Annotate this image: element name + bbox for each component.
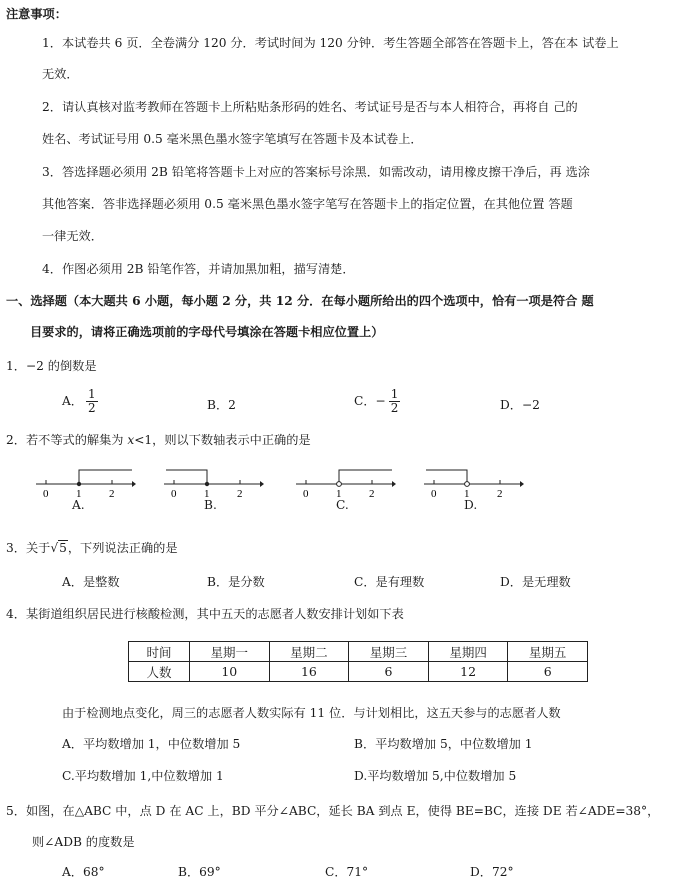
- notice-item-4: 4．作图必须用 2B 铅笔作答，并请加黑加粗，描写清楚．: [42, 262, 355, 276]
- q1-option-a-numerator: 1: [88, 387, 96, 401]
- table-header-row: [129, 642, 588, 662]
- q4-option-a: A．平均数增加 1，中位数增加 5: [62, 737, 241, 751]
- label-0: 0: [431, 488, 437, 500]
- q3-stem-post: ，下列说法正确的是: [67, 541, 178, 555]
- q3-radicand: 5: [59, 541, 67, 555]
- q5-option-d: D．72°: [470, 865, 514, 879]
- label-1: 1: [76, 488, 82, 500]
- q1-option-c-denominator: 2: [390, 401, 399, 415]
- label-1: 1: [336, 488, 342, 500]
- header-cell-wed: 星期三: [349, 642, 429, 662]
- axis-arrow: [392, 481, 396, 487]
- q4-option-d: D.平均数增加 5,中位数增加 5: [354, 769, 517, 783]
- q4-note: 由于检测地点变化，周三的志愿者人数实际有 11 位．与计划相比，这五天参与的志愿者人数: [62, 706, 561, 720]
- q2-stem-post: <1，则以下数轴表示中正确的是: [134, 433, 311, 447]
- label-2: 2: [497, 488, 503, 500]
- q3-option-a: A．是整数: [62, 575, 120, 589]
- notice-item-1: 1．本试卷共 6 页．全卷满分 120 分．考试时间为 120 分钟．考生答题全部答在答题卡上，答在本 试卷上: [42, 36, 619, 50]
- solution-ray: [426, 470, 467, 482]
- hollow-dot: [465, 482, 470, 487]
- q2-caption-b: B.: [204, 498, 217, 512]
- solution-ray: [166, 470, 207, 484]
- q4-stem: 4．某街道组织居民进行核酸检测，其中五天的志愿者人数安排计划如下表: [6, 607, 404, 621]
- notice-item-2: 2．请认真核对监考教师在答题卡上所粘贴条形码的姓名、考试证号是否与本人相符合，再将自 己的: [42, 100, 578, 114]
- q3-option-b: B．是分数: [207, 575, 265, 589]
- section-heading-cont: 目要求的，请将正确选项前的字母代号填涂在答题卡相应位置上）: [30, 325, 384, 339]
- table-row: [129, 662, 588, 682]
- label-0: 0: [43, 488, 49, 500]
- value-thu: 12: [428, 662, 508, 682]
- q1-option-c-fraction: [389, 388, 401, 415]
- q4-option-b: B．平均数增加 5，中位数增加 1: [354, 737, 533, 751]
- q4-option-c: C.平均数增加 1,中位数增加 1: [62, 769, 224, 783]
- axis-arrow: [260, 481, 264, 487]
- solid-dot: [205, 482, 209, 486]
- q1-option-b: B．2: [207, 398, 236, 412]
- q5-option-a: A．68°: [62, 865, 105, 879]
- solid-dot: [77, 482, 81, 486]
- q2-caption-d: D.: [464, 498, 478, 512]
- q2-caption-c: C.: [336, 498, 349, 512]
- label-0: 0: [303, 488, 309, 500]
- value-fri: 6: [508, 662, 588, 682]
- header-cell-mon: 星期一: [190, 642, 270, 662]
- axis-arrow: [132, 481, 136, 487]
- q5-option-b: B．69°: [178, 865, 221, 879]
- notice-item-3: 3．答选择题必须用 2B 铅笔将答题卡上对应的答案标号涂黑．如需改动，请用橡皮擦干净后，再 选涂: [42, 165, 590, 179]
- solution-ray: [79, 470, 132, 484]
- q4-schedule-table: [128, 641, 588, 682]
- q5-option-c: C．71°: [325, 865, 369, 879]
- q3-option-c: C．是有理数: [354, 575, 425, 589]
- notice-item-2-cont: 姓名、考试证号用 0.5 毫米黑色墨水签字笔填写在答题卡及本试卷上．: [42, 132, 423, 146]
- q1-option-a-label: A．: [62, 394, 83, 408]
- q1-stem: 1．−2 的倒数是: [6, 359, 97, 373]
- header-cell-thu: 星期四: [428, 642, 508, 662]
- notice-item-1-cont: 无效．: [42, 67, 79, 81]
- label-0: 0: [171, 488, 177, 500]
- label-2: 2: [109, 488, 115, 500]
- solution-ray: [339, 470, 392, 482]
- q1-option-c-label: C．−: [354, 394, 386, 408]
- q3-stem: [6, 540, 178, 556]
- q3-sqrt: √5: [50, 541, 67, 555]
- q1-option-a-denominator: 2: [88, 401, 96, 415]
- q1-option-d: D．−2: [500, 398, 540, 412]
- q5-stem-cont: 则∠ADB 的度数是: [32, 835, 135, 849]
- header-cell-time: 时间: [129, 642, 190, 662]
- q2-numberline-a: [36, 464, 136, 504]
- notice-item-3-cont: 其他答案．答非选择题必须用 0.5 毫米黑色墨水签字笔写在答题卡上的指定位置，在其他位置 答题: [42, 197, 573, 211]
- header-cell-tue: 星期二: [269, 642, 349, 662]
- label-2: 2: [237, 488, 243, 500]
- q2-caption-a: A.: [72, 498, 85, 512]
- header-cell-fri: 星期五: [508, 642, 588, 662]
- notice-item-3-cont2: 一律无效．: [42, 229, 103, 243]
- hollow-dot: [337, 482, 342, 487]
- q1-option-c: [354, 388, 400, 415]
- notice-title: 注意事项：: [6, 7, 67, 21]
- q1-option-a: [62, 388, 98, 415]
- label-2: 2: [369, 488, 375, 500]
- section-heading: 一、选择题（本大题共 6 小题，每小题 2 分，共 12 分．在每小题所给出的四个选项中，恰有一项是符合 题: [6, 294, 594, 308]
- q3-stem-pre: 3．关于: [6, 541, 51, 555]
- q2-stem: [6, 432, 311, 448]
- q3-option-d: D．是无理数: [500, 575, 571, 589]
- label-1: 1: [204, 488, 210, 500]
- q1-option-c-numerator: 1: [390, 387, 399, 401]
- label-1: 1: [464, 488, 470, 500]
- axis-arrow: [520, 481, 524, 487]
- q2-stem-variable: x: [127, 433, 135, 447]
- q2-stem-pre: 2．若不等式的解集为: [6, 433, 128, 447]
- value-tue: 16: [269, 662, 349, 682]
- value-mon: 10: [190, 662, 270, 682]
- q5-stem: 5．如图，在△ABC 中，点 D 在 AC 上，BD 平分∠ABC，延长 BA 到点 E，使得 BE=BC，连接 DE 若∠ADE=38°，: [6, 804, 660, 818]
- value-wed: 6: [349, 662, 429, 682]
- q1-option-a-fraction: [86, 388, 98, 415]
- row-label-count: 人数: [129, 662, 190, 682]
